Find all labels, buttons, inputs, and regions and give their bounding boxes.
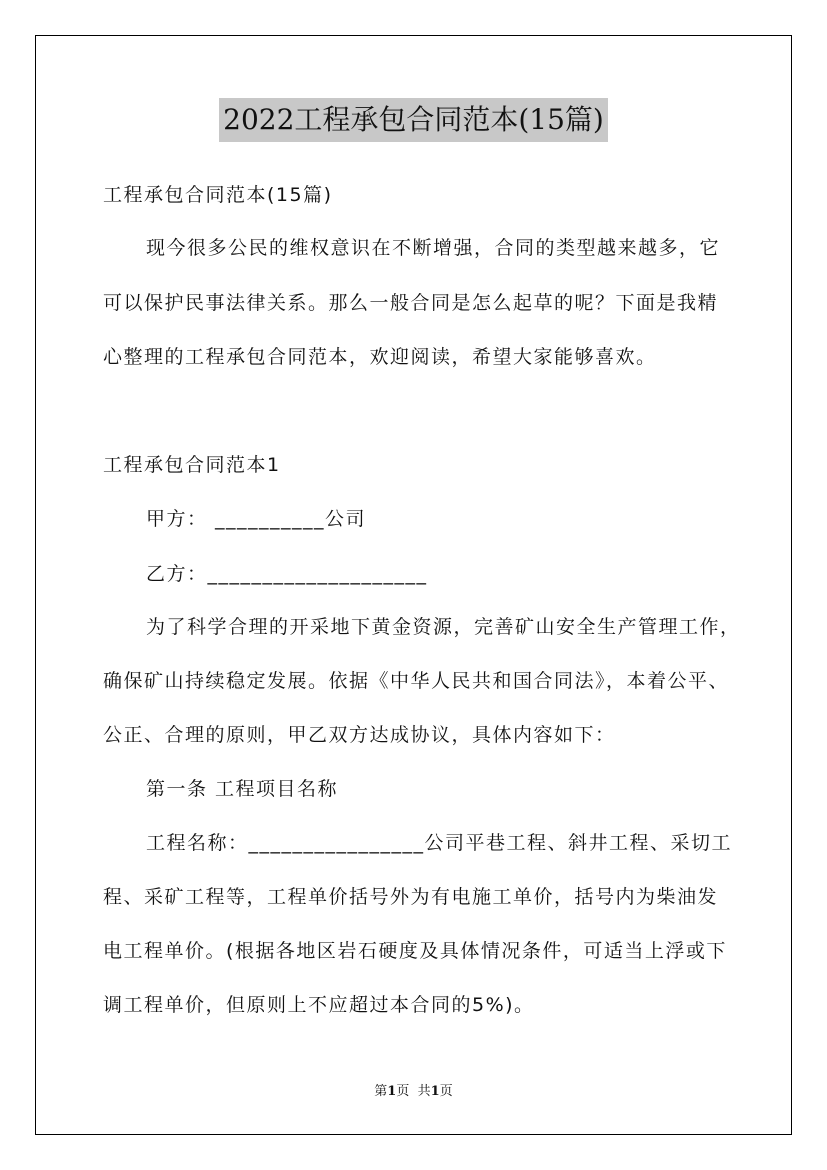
total-pages: 1	[430, 1084, 440, 1099]
document-subtitle: 工程承包合同范本(15篇)	[103, 184, 333, 206]
intro-line-1: 现今很多公民的维权意识在不断增强，合同的类型越来越多，它	[146, 237, 721, 259]
page-footer	[0, 1083, 827, 1101]
article-one-line-2: 程、采矿工程等，工程单价括号外为有电施工单价，括号内为柴油发	[103, 886, 719, 908]
intro-line-3: 心整理的工程承包合同范本，欢迎阅读，希望大家能够喜欢。	[103, 346, 657, 368]
article-one-line-4: 调工程单价，但原则上不应超过本合同的5%)。	[103, 994, 535, 1016]
purpose-line-1: 为了科学合理的开采地下黄金资源，完善矿山安全生产管理工作，	[146, 616, 741, 638]
intro-line-2: 可以保护民事法律关系。那么一般合同是怎么起草的呢？下面是我精	[103, 292, 719, 314]
total-prefix: 共	[417, 1084, 431, 1099]
party-b-line: 乙方：____________________	[146, 563, 428, 585]
section-heading: 工程承包合同范本1	[103, 454, 281, 476]
purpose-line-3: 公正、合理的原则，甲乙双方达成协议，具体内容如下：	[103, 724, 616, 746]
article-one-heading: 第一条 工程项目名称	[146, 778, 339, 800]
page-prefix: 第	[374, 1084, 388, 1099]
article-one-line-1: 工程名称：________________公司平巷工程、斜井工程、采切工	[146, 832, 733, 854]
page-current: 1	[387, 1084, 397, 1099]
party-a-line: 甲方： __________公司	[146, 508, 367, 530]
document-title-text: 2022工程承包合同范本(15篇)	[219, 98, 608, 142]
page-suffix: 页	[396, 1084, 410, 1099]
total-suffix: 页	[439, 1084, 453, 1099]
document-title	[0, 98, 827, 142]
article-one-line-3: 电工程单价。(根据各地区岩石硬度及具体情况条件，可适当上浮或下	[103, 940, 727, 962]
purpose-line-2: 确保矿山持续稳定发展。依据《中华人民共和国合同法》，本着公平、	[103, 670, 730, 692]
